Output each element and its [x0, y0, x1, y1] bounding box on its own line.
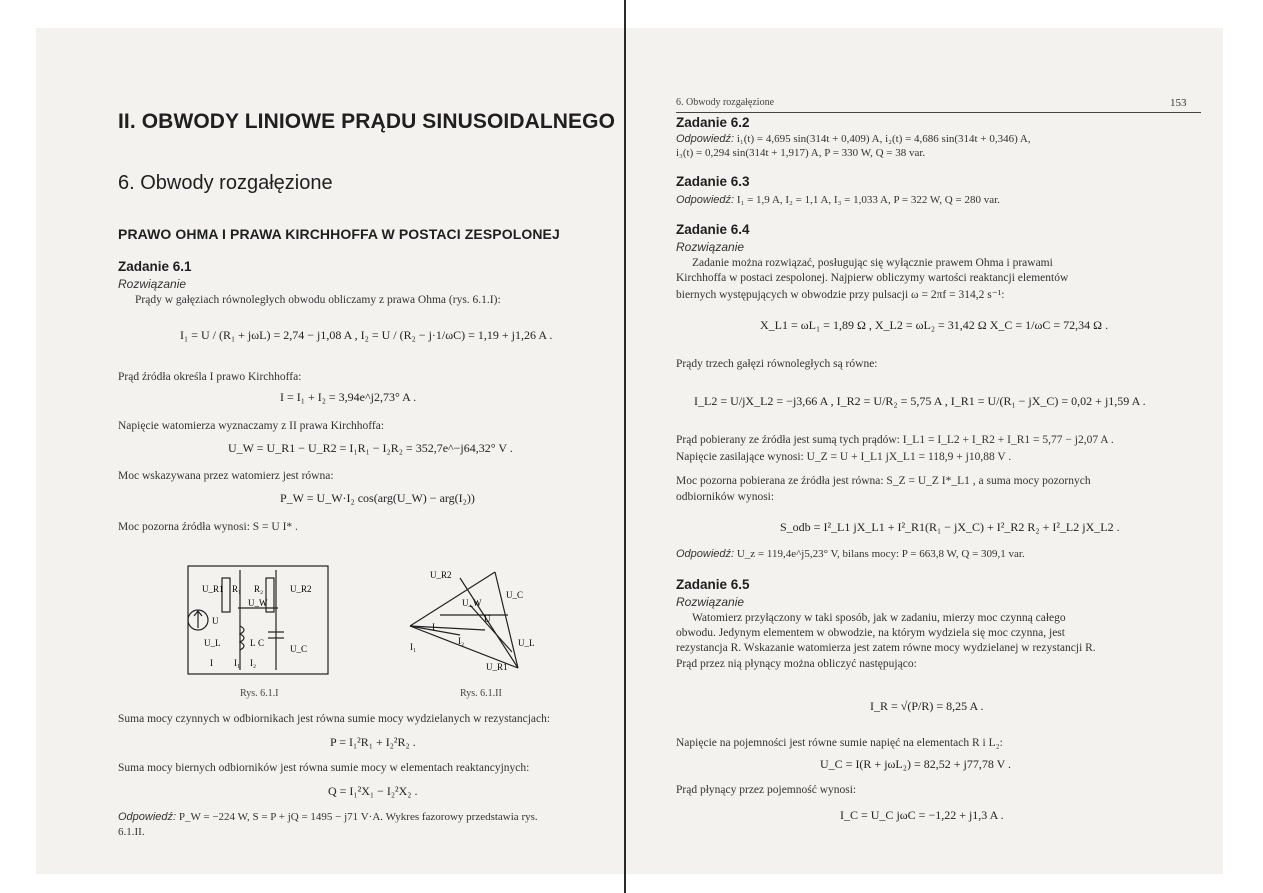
answer-label: Odpowiedź:: [676, 548, 735, 560]
figure-caption-6-1-ii: Rys. 6.1.II: [460, 688, 502, 699]
eq-branch-currents: I₁ = U / (R₁ + jωL) = 2,74 − j1,08 A , I₂ = U / (R₂ − j·1/ωC) = 1,19 + j1,26 A .: [180, 328, 553, 342]
eq-capacitor-voltage: U_C = I(R + jωL₂) = 82,52 + j77,78 V .: [820, 757, 1012, 771]
task-6-5-para-line-3: rezystancja R. Wskazanie watomierza jest zatem równe mocy wydzielanej w rezystancji R.: [676, 642, 1096, 654]
phasor-u-r1: U_R1: [486, 662, 508, 672]
task-6-5-solution-label: Rozwiązanie: [676, 595, 745, 609]
header-rule: [676, 112, 1201, 113]
task-6-4-para-line-1: Zadanie można rozwiązać, posługując się wyłącznie prawem Ohma i prawami: [692, 257, 1053, 269]
answer-line-1: I₁ = 1,9 A, I₂ = 1,1 A, I₃ = 1,033 A, P = 322 W, Q = 280 var.: [736, 194, 1000, 206]
label-l: L: [250, 638, 256, 648]
label-r2: R₂: [254, 584, 264, 594]
label-u-r1: U_R1: [202, 584, 224, 594]
eq-reactances: X_L1 = ωL₁ = 1,89 Ω , X_L2 = ωL₂ = 31,42 Ω X_C = 1/ωC = 72,34 Ω .: [760, 318, 1109, 332]
label-i1: I₁: [234, 658, 241, 668]
phasor-diagram: [400, 560, 540, 680]
label-r1: R₁: [232, 584, 242, 594]
task-6-1-intro: Prądy w gałęziach równoległych obwodu obliczamy z prawa Ohma (rys. 6.1.I):: [135, 294, 501, 306]
eq-branch-currents: I_L2 = U/jX_L2 = −j3,66 A , I_R2 = U/R₂ = 5,75 A , I_R1 = U/(R₁ − jX_C) = 0,02 + j1,59 A .: [694, 394, 1146, 408]
eq-source-current: I = I₁ + I₂ = 3,94e^j2,73° A .: [280, 390, 417, 404]
answer-text: U_z = 119,4e^j5,23° V, bilans mocy: P = 663,8 W, Q = 309,1 var.: [736, 548, 1025, 560]
phasor-u-c: U_C: [506, 590, 524, 600]
task-6-5-para-line-1: Watomierz przyłączony w taki sposób, jak w zadaniu, mierzy moc czynną całego: [692, 612, 1066, 624]
task-6-2-answer: [676, 133, 1031, 145]
label-u-l: U_L: [204, 638, 221, 648]
phasor-i1: I₁: [410, 642, 417, 652]
capacitor-current-text: Prąd płynący przez pojemność wynosi:: [676, 784, 857, 796]
task-6-3-heading: Zadanie 6.3: [676, 174, 750, 189]
book-spine: [624, 0, 626, 893]
task-6-1-answer: [118, 811, 538, 823]
phasor-u: U: [484, 614, 491, 624]
task-6-4-solution-label: Rozwiązanie: [676, 240, 745, 254]
source-current-text: Prąd źródła określa I prawo Kirchhoffa:: [118, 371, 302, 383]
task-6-4-answer: [676, 548, 1025, 560]
answer-line-1: i₁(t) = 4,695 sin(314t + 0,409) A, i₂(t) = 4,686 sin(314t + 0,346) A,: [736, 133, 1031, 145]
label-u: U: [212, 616, 219, 626]
reactive-power-text: Suma mocy biernych odbiorników jest równa sumie mocy w elementach reaktancyjnych:: [118, 762, 530, 774]
eq-wattmeter-voltage: U_W = U_R1 − U_R2 = I₁R₁ − I₂R₂ = 352,7e^−j64,32° V .: [228, 441, 513, 455]
phasor-u-w: U_W: [462, 598, 482, 608]
inductor-l: [240, 626, 244, 650]
task-6-5-heading: Zadanie 6.5: [676, 577, 750, 592]
capacitor-voltage-text: Napięcie na pojemności jest równe sumie napięć na elementach R i L₂:: [676, 737, 1003, 749]
eq-resistor-current: I_R = √(P/R) = 8,25 A .: [870, 699, 984, 713]
subsection-title: PRAWO OHMA I PRAWA KIRCHHOFFA W POSTACI ZESPOLONEJ: [118, 226, 560, 242]
phasor-u-r2: U_R2: [430, 570, 452, 580]
eq-receivers-power: S_odb = I²_L1 jX_L1 + I²_R1(R₁ − jX_C) + I²_R2 R₂ + I²_L2 jX_L2 .: [780, 520, 1120, 534]
label-u-c: U_C: [290, 644, 308, 654]
eq-capacitor-current: I_C = U_C jωC = −1,22 + j1,3 A .: [840, 808, 1004, 822]
eq-wattmeter-power: P_W = U_W·I₂ cos(arg(U_W) − arg(I₂)): [280, 491, 475, 505]
circuit-outline: [188, 566, 328, 674]
answer-label: Odpowiedź:: [676, 194, 735, 206]
running-header: 6. Obwody rozgałęzione: [676, 97, 775, 108]
source-current-text: Prąd pobierany ze źródła jest sumą tych prądów: I_L1 = I_L2 + I_R2 + I_R1 = 5,77 − j2,07 A .: [676, 434, 1114, 446]
label-i2: I₂: [250, 658, 257, 668]
chapter-title: II. OBWODY LINIOWE PRĄDU SINUSOIDALNEGO: [118, 110, 616, 133]
answer-label: Odpowiedź:: [118, 811, 177, 823]
answer-label: Odpowiedź:: [676, 133, 735, 145]
figure-caption-6-1-i: Rys. 6.1.I: [240, 688, 279, 699]
phasor-i: I: [432, 622, 435, 632]
task-6-4-para-line-2: Kirchhoffa w postaci zespolonej. Najpierw obliczymy wartości reaktancji elementów: [676, 272, 1069, 284]
task-6-2-answer-line-2: i₃(t) = 0,294 sin(314t + 1,917) A, P = 330 W, Q = 38 var.: [676, 147, 926, 159]
task-6-1-heading: Zadanie 6.1: [118, 259, 192, 274]
task-6-4-heading: Zadanie 6.4: [676, 222, 750, 237]
eq-reactive-power: Q = I₁²X₁ − I₂²X₂ .: [328, 784, 418, 798]
apparent-power-text: Moc pozorna źródła wynosi: S = U I* .: [118, 521, 298, 533]
task-6-5-para-line-2: obwodu. Jedynym elementem w obwodzie, na którym wydziela się moc czynna, jest: [676, 627, 1065, 639]
branches-text: Prądy trzech gałęzi równoległych są równe:: [676, 358, 878, 370]
wattmeter-power-text: Moc wskazywana przez watomierz jest równa:: [118, 470, 334, 482]
scanned-book-background: [36, 28, 1223, 874]
active-power-text: Suma mocy czynnych w odbiornikach jest równa sumie mocy wydzielanych w rezystancjach:: [118, 713, 551, 725]
task-6-4-para-line-3: biernych występujących w obwodzie przy pulsacji ω = 2πf = 314,2 s⁻¹:: [676, 289, 1005, 301]
wattmeter-voltage-text: Napięcie watomierza wyznaczamy z II prawa Kirchhoffa:: [118, 420, 385, 432]
label-i: I: [210, 658, 213, 668]
supply-voltage-text: Napięcie zasilające wynosi: U_Z = U + I_L1 jX_L1 = 118,9 + j10,88 V .: [676, 451, 1012, 463]
label-u-r2: U_R2: [290, 584, 312, 594]
task-6-2-heading: Zadanie 6.2: [676, 115, 750, 130]
task-6-1-solution-label: Rozwiązanie: [118, 277, 187, 291]
apparent-power-line-2: odbiorników wynosi:: [676, 491, 775, 503]
task-6-5-para-line-4: Prąd przez nią płynący można obliczyć następująco:: [676, 658, 917, 670]
eq-active-power: P = I₁²R₁ + I₂²R₂ .: [330, 735, 416, 749]
label-u-w: U_W: [248, 598, 268, 608]
circuit-diagram: [180, 560, 340, 680]
page-number: 153: [1170, 97, 1187, 109]
phasor-u-l: U_L: [518, 638, 535, 648]
phasor-i2: I₂: [458, 636, 465, 646]
task-6-3-answer: [676, 194, 1000, 206]
label-c: C: [258, 638, 265, 648]
answer-line-1: P_W = −224 W, S = P + jQ = 1495 − j71 V·A. Wykres fazorowy przedstawia rys.: [178, 811, 538, 823]
apparent-power-line-1: Moc pozorna pobierana ze źródła jest równa: S_Z = U_Z I*_L1 , a suma mocy pozornych: [676, 475, 1091, 487]
task-6-1-answer-line-2: 6.1.II.: [118, 826, 145, 838]
section-title: 6. Obwody rozgałęzione: [118, 172, 333, 194]
